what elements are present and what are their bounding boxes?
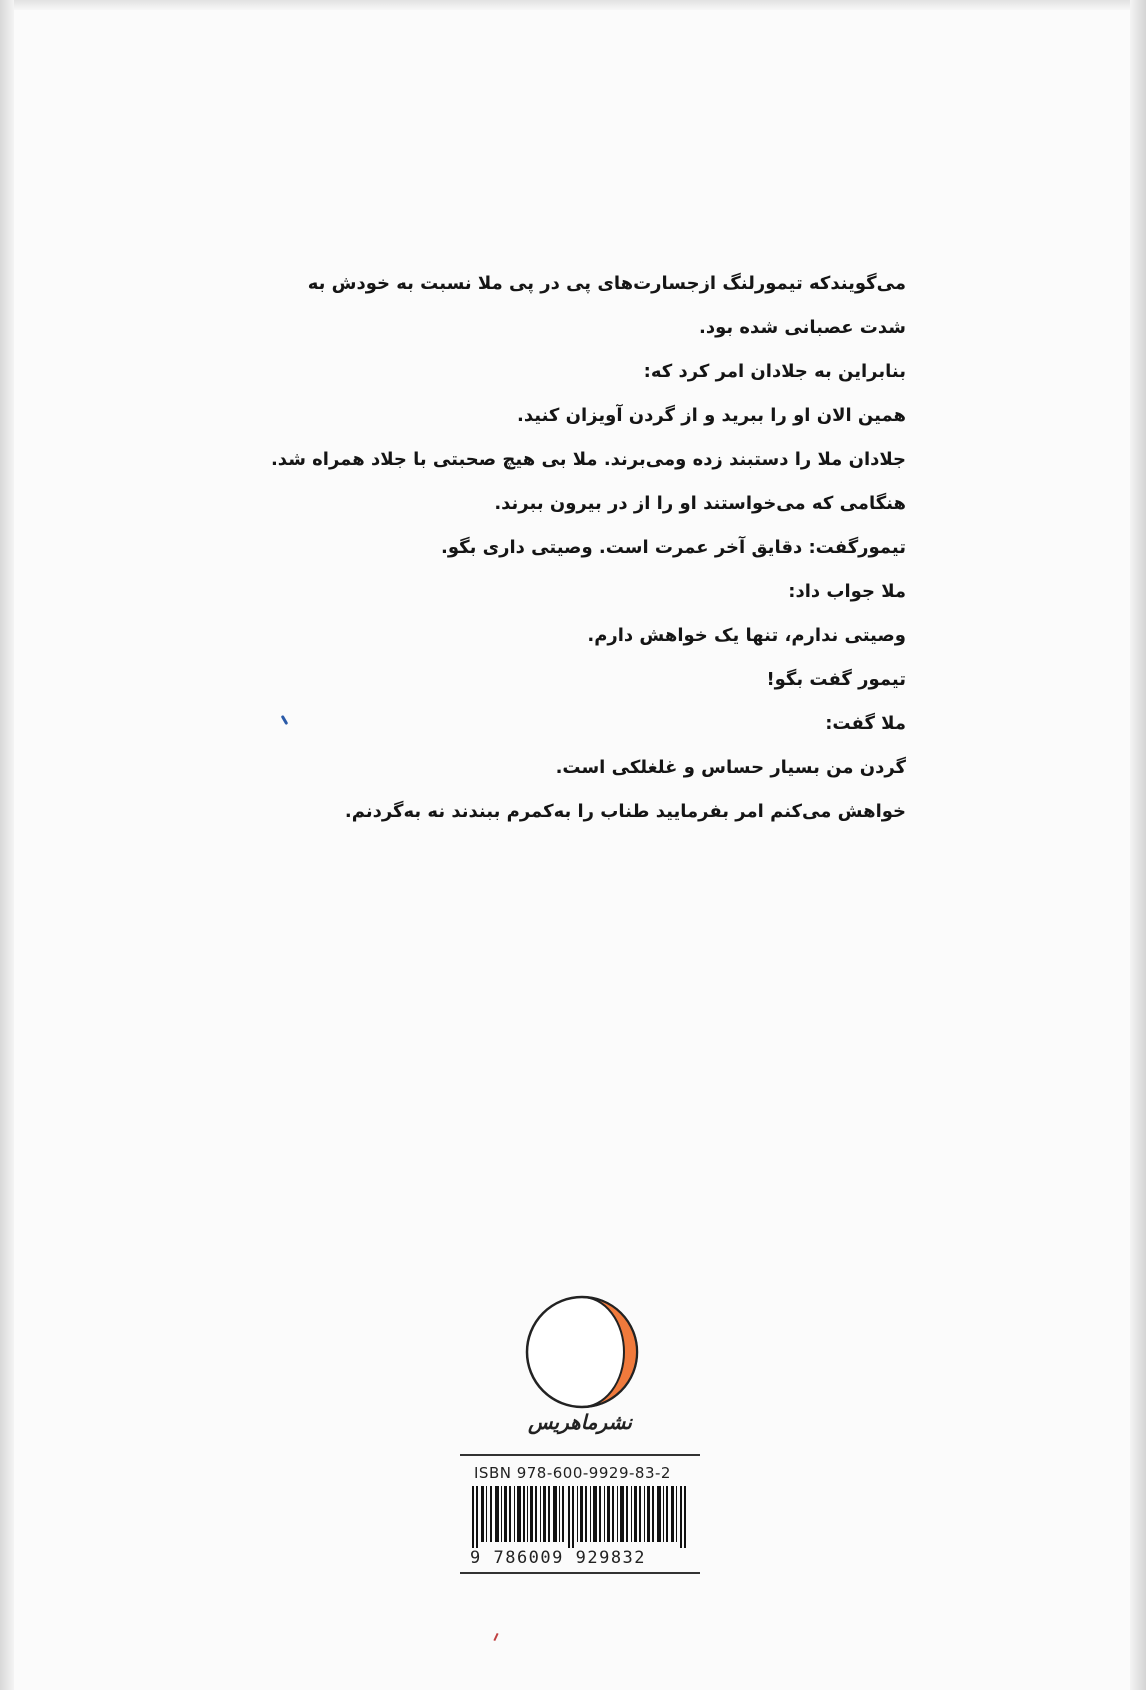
barcode-icon bbox=[472, 1486, 688, 1548]
isbn-label: ISBN 978-600-9929-83-2 bbox=[474, 1464, 671, 1482]
story-line: شدت عصبانی شده بود. bbox=[699, 317, 906, 338]
crescent-moon-logo-icon bbox=[524, 1293, 640, 1411]
publisher-name: نشرماهریس bbox=[528, 1410, 632, 1434]
story-line: تیمورگفت: دقایق آخر عمرت است. وصیتی داری بگو. bbox=[441, 537, 906, 558]
story-line: جلادان ملا را دستبند زده ومی‌برند. ملا بی هیچ صحبتی با جلاد همراه شد. bbox=[270, 449, 906, 470]
story-line: گردن من بسیار حساس و غلغلکی است. bbox=[555, 757, 906, 778]
story-line: ملا جواب داد: bbox=[788, 581, 906, 602]
cover-edge-left bbox=[0, 0, 14, 1690]
story-line: همین الان او را ببرید و از گردن آویزان کنید. bbox=[516, 405, 906, 426]
story-line: تیمور گفت بگو! bbox=[766, 669, 906, 690]
story-line: بنابراین به جلادان امر کرد که: bbox=[643, 361, 906, 382]
story-text bbox=[226, 262, 906, 834]
ink-mark bbox=[493, 1633, 498, 1641]
isbn-block bbox=[460, 1454, 700, 1574]
story-line: خواهش می‌کنم امر بفرمایید طناب را به‌کمرم ببندند نه به‌گردنم. bbox=[344, 801, 906, 822]
cover-edge-right bbox=[1130, 0, 1146, 1690]
story-line: می‌گویندکه تیمورلنگ ازجسارت‌های پی در پی ملا نسبت به خودش به bbox=[307, 273, 906, 294]
barcode-digits: 9 786009 929832 bbox=[470, 1548, 647, 1568]
story-line: ملا گفت: bbox=[825, 713, 906, 734]
cover-edge-top bbox=[0, 0, 1146, 10]
story-line: هنگامی که می‌خواستند او را از در بیرون ببرند. bbox=[494, 493, 906, 514]
story-line: وصیتی ندارم، تنها یک خواهش دارم. bbox=[587, 625, 906, 646]
